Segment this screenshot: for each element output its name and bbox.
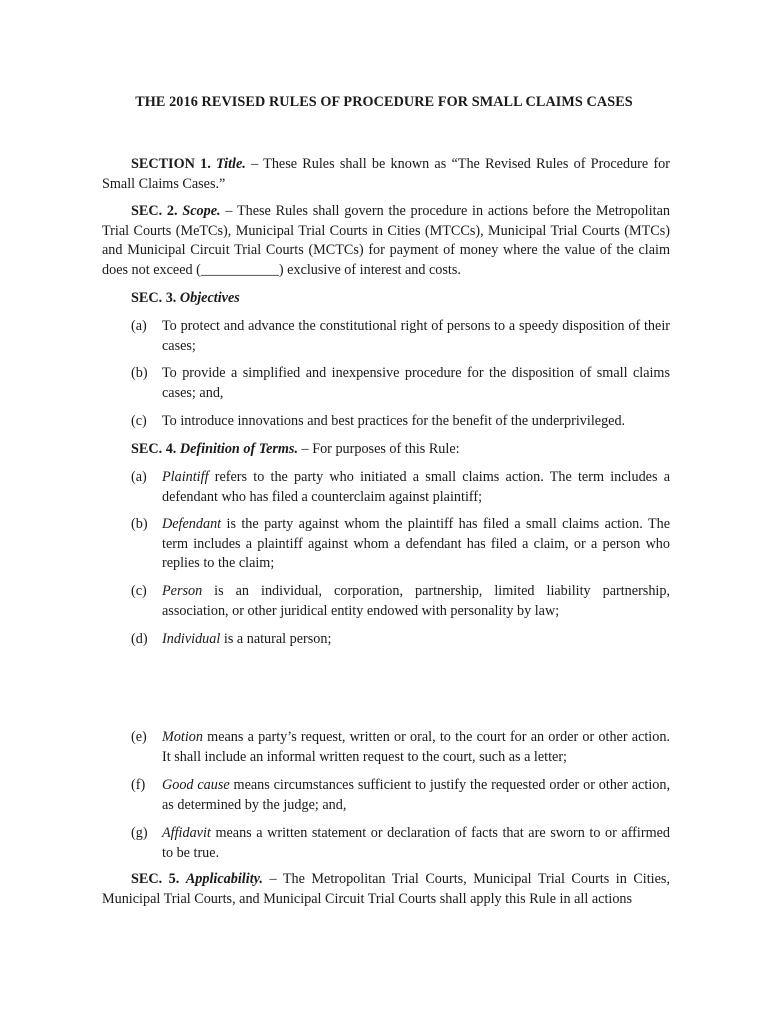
definition-item	[131, 824, 670, 863]
definition-label: (g)	[131, 825, 148, 841]
section-4	[102, 440, 670, 460]
section-5	[102, 870, 670, 909]
definition-term: Good cause	[162, 777, 230, 793]
section-1-text: – These Rules shall be known as “The Revised Rules of Procedure for Small Claims Cases.”	[102, 156, 670, 192]
definition-term: Plaintiff	[162, 469, 209, 485]
list-item-text: To protect and advance the constitutional right of persons to a speedy disposition of their cases;	[162, 318, 670, 354]
definition-term: Person	[162, 583, 203, 599]
section-1-heading: Title.	[216, 156, 246, 172]
section-1	[102, 155, 670, 194]
definition-item	[131, 515, 670, 574]
definition-label: (e)	[131, 729, 147, 745]
definition-item	[131, 630, 670, 650]
definition-text: means a written statement or declaration of facts that are sworn to or affirmed to be true.	[162, 825, 670, 861]
section-5-text: – The Metropolitan Trial Courts, Municipal Trial Courts in Cities, Municipal Trial Courts, and Municipal Circuit Trial Courts shall apply this Rule in all actions	[102, 871, 670, 907]
section-1-number: SECTION 1.	[131, 156, 211, 172]
definition-label: (f)	[131, 777, 146, 793]
list-item-label: (c)	[131, 413, 147, 429]
section-2-number: SEC. 2.	[131, 203, 178, 219]
section-5-number: SEC. 5.	[131, 871, 180, 887]
definition-item	[131, 776, 670, 815]
list-item-text: To introduce innovations and best practices for the benefit of the underprivileged.	[162, 413, 626, 429]
section-5-heading: Applicability.	[185, 871, 263, 887]
definition-text: means a party’s request, written or oral, to the court for an order or other action. It shall include an informal written request to the court, such as a letter;	[162, 729, 670, 765]
definition-text: refers to the party who initiated a small claims action. The term includes a defendant who has filed a counterclaim against plaintiff;	[162, 469, 670, 505]
list-item-label: (b)	[131, 365, 148, 381]
definition-term: Affidavit	[162, 825, 211, 841]
section-2-text: – These Rules shall govern the procedure in actions before the Metropolitan Trial Courts (MeTCs), Municipal Trial Courts in Cities (MTCCs), Municipal Trial Courts (MTCs) and Municipal Circuit Trial Courts (MCTCs) for payment of money where the value of the claim does not exceed (___________) exclusive of interest and costs.	[102, 203, 670, 278]
section-3	[102, 289, 670, 309]
definition-label: (b)	[131, 516, 148, 532]
definition-term: Motion	[162, 729, 203, 745]
definition-text: is the party against whom the plaintiff has filed a small claims action. The term includes a plaintiff against whom a defendant has filed a claim, or a person who replies to the claim;	[162, 516, 670, 571]
definition-item	[131, 582, 670, 621]
section-2	[102, 202, 670, 280]
section-2-heading: Scope.	[182, 203, 221, 219]
list-item-text: To provide a simplified and inexpensive procedure for the disposition of small claims cases; and,	[162, 365, 670, 401]
list-item-label: (a)	[131, 318, 147, 334]
definition-item	[131, 728, 670, 767]
definition-text: means circumstances sufficient to justify the requested order or other action, as determined by the judge; and,	[162, 777, 670, 813]
document-title: THE 2016 REVISED RULES OF PROCEDURE FOR SMALL CLAIMS CASES	[135, 94, 633, 110]
definition-label: (c)	[131, 583, 147, 599]
definition-term: Defendant	[162, 516, 222, 532]
list-item	[131, 317, 670, 356]
section-3-heading: Objectives	[179, 290, 240, 306]
definition-label: (d)	[131, 631, 148, 647]
section-3-number: SEC. 3.	[131, 290, 177, 306]
definition-item	[131, 468, 670, 507]
section-4-heading: Definition of Terms.	[179, 441, 298, 457]
section-4-number: SEC. 4.	[131, 441, 177, 457]
list-item	[131, 412, 670, 432]
definition-term: Individual	[162, 631, 221, 647]
definition-text: is a natural person;	[220, 631, 332, 647]
section-4-text: – For purposes of this Rule:	[298, 441, 460, 457]
definition-label: (a)	[131, 469, 147, 485]
definition-text: is an individual, corporation, partnership, limited liability partnership, association, or other juridical entity endowed with personality by law;	[162, 583, 670, 619]
list-item	[131, 364, 670, 403]
